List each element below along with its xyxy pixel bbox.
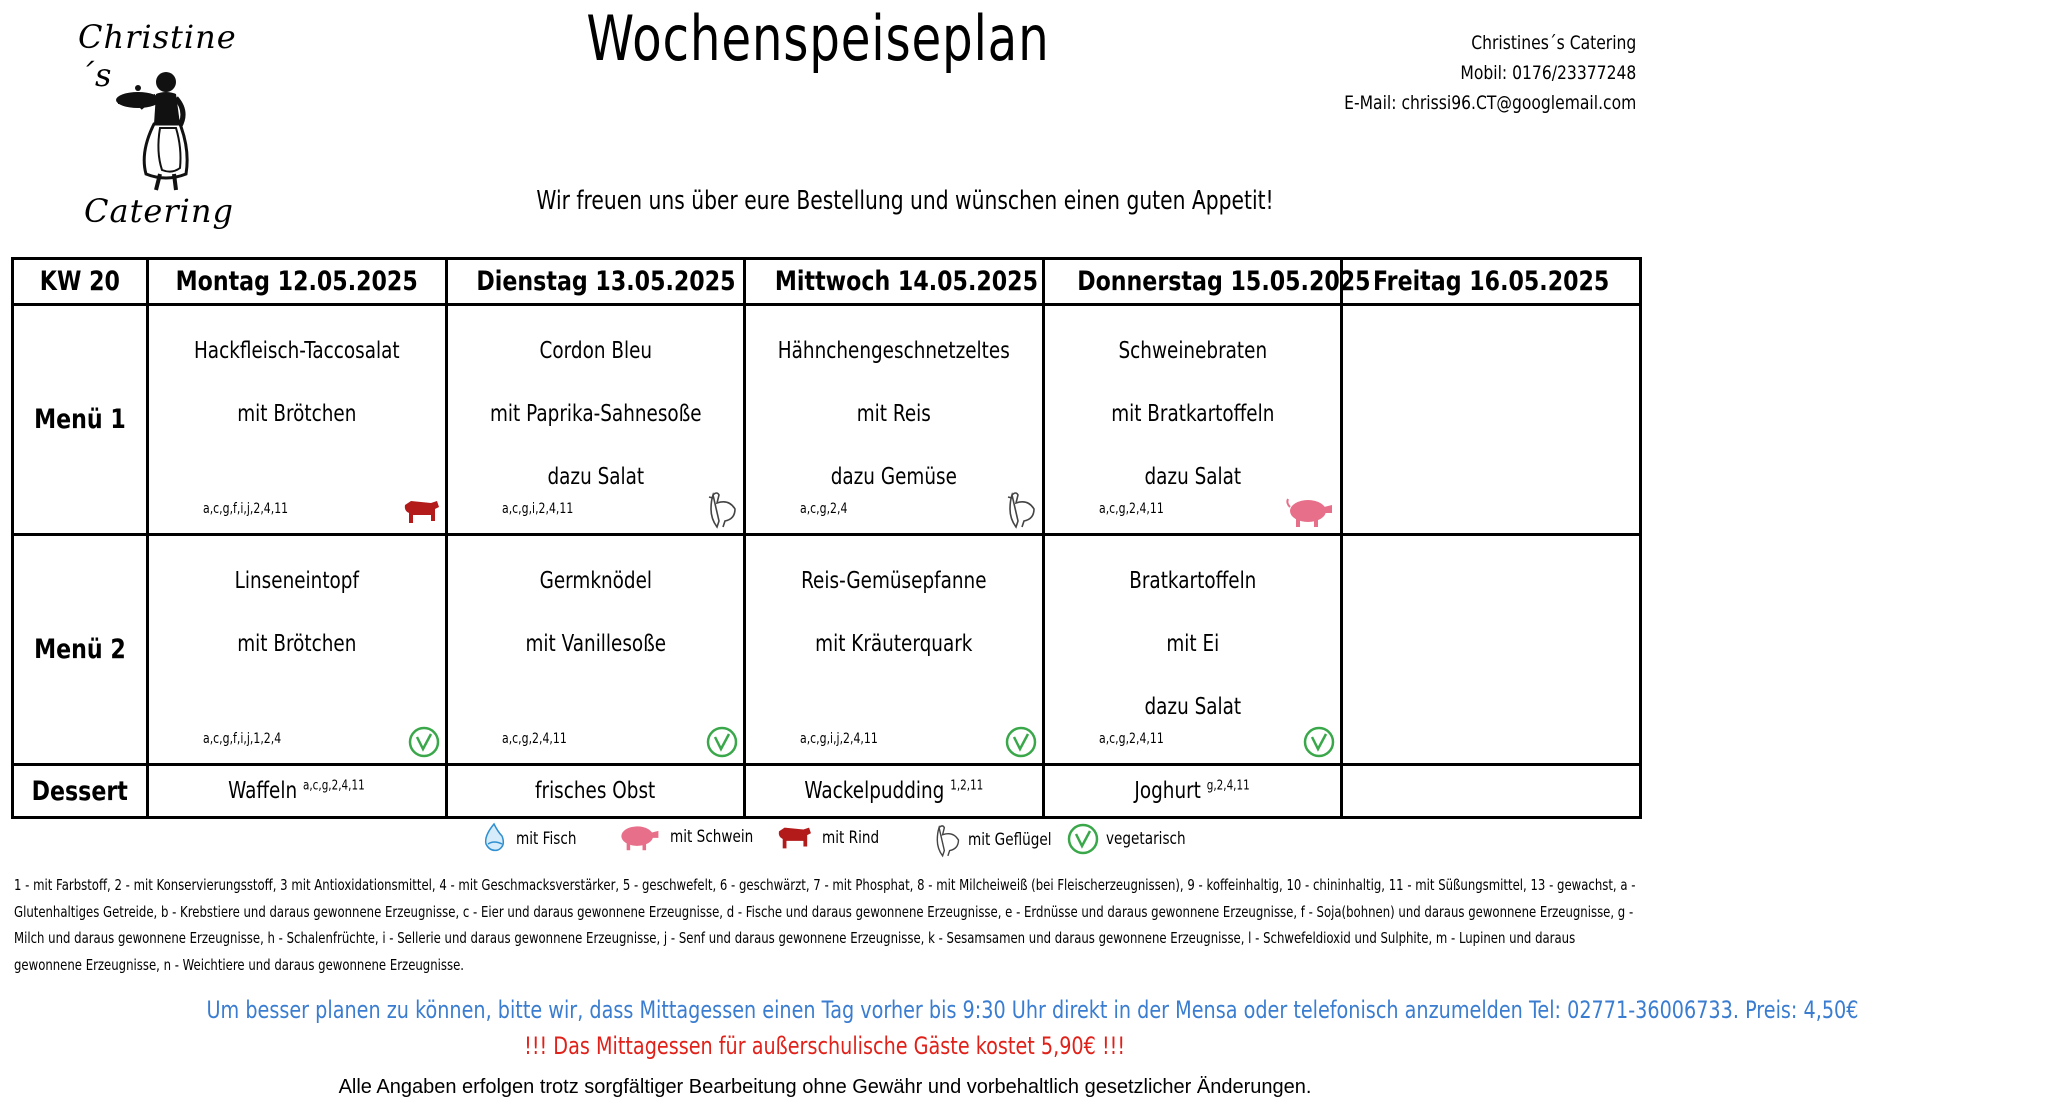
menu1-wednesday — [745, 305, 1044, 535]
allergen-codes: a,c,g,f,i,j,1,2,4 — [202, 731, 282, 747]
legend-pork: mit Schwein — [614, 822, 774, 852]
menu1-thursday — [1043, 305, 1342, 535]
beef-icon — [772, 822, 816, 854]
allergen-codes: a,c,g,2,4 — [800, 501, 848, 517]
poultry-icon — [932, 822, 962, 858]
dish-line: dazu Salat — [1144, 464, 1241, 490]
dish-line: dazu Salat — [1144, 694, 1241, 720]
allergen-codes: a,c,g,f,i,j,2,4,11 — [202, 501, 288, 517]
table-header-row — [13, 259, 1641, 305]
dessert-tuesday — [446, 765, 745, 818]
dessert-row — [13, 765, 1641, 818]
beef-icon — [401, 495, 441, 529]
vegetarian-icon — [407, 725, 441, 759]
dish-line: Reis-Gemüsepfanne — [801, 568, 987, 594]
dish-line: Bratkartoffeln — [1128, 568, 1257, 594]
dish-line: Schweinebraten — [1118, 338, 1267, 364]
legend-fish: mit Fisch — [480, 822, 592, 856]
menu2-row — [13, 535, 1641, 765]
menu2-thursday — [1043, 535, 1342, 765]
allergen-codes: a,c,g,2,4,11 — [1098, 501, 1164, 517]
greeting-text: Wir freuen uns über eure Bestellung und wünschen einen guten Appetit! — [536, 186, 1274, 216]
day-header-monday: Montag 12.05.2025 — [147, 259, 446, 305]
menu2-monday — [147, 535, 446, 765]
contact-email: E-Mail: chrissi96.CT@googlemail.com — [1343, 92, 1636, 114]
fish-icon — [480, 822, 510, 856]
logo-text-bottom: Catering — [84, 192, 234, 230]
menu2-label: Menü 2 — [13, 535, 148, 765]
disclaimer: Alle Angaben erfolgen trotz sorgfältiger Bearbeitung ohne Gewähr und vorbehaltlich gesetzlicher Änderungen. — [338, 1076, 1312, 1098]
menu-table — [11, 257, 1642, 819]
pork-icon — [1284, 495, 1336, 529]
dessert-allergens: 1,2,11 — [950, 778, 984, 794]
menu2-tuesday — [446, 535, 745, 765]
menu1-row — [13, 305, 1641, 535]
dessert-wednesday — [745, 765, 1044, 818]
contact-block — [1344, 28, 1636, 118]
dish-line: mit Bratkartoffeln — [1110, 401, 1275, 427]
menu2-friday — [1342, 535, 1641, 765]
dish-line: mit Vanillesoße — [524, 631, 666, 657]
dish-line: mit Brötchen — [237, 401, 357, 427]
vegetarian-icon — [1004, 725, 1038, 759]
contact-name: Christines´s Catering — [1470, 32, 1636, 54]
day-header-tuesday: Dienstag 13.05.2025 — [446, 259, 745, 305]
dish-line: dazu Gemüse — [830, 464, 958, 490]
menu1-tuesday — [446, 305, 745, 535]
legend-poultry: mit Geflügel — [932, 822, 1072, 858]
allergen-codes: a,c,g,i,j,2,4,11 — [800, 731, 878, 747]
dish-line: mit Paprika-Sahnesoße — [489, 401, 702, 427]
icon-legend — [0, 820, 1650, 860]
dish-line: Cordon Bleu — [539, 338, 652, 364]
dish-line: mit Ei — [1166, 631, 1219, 657]
menu2-wednesday — [745, 535, 1044, 765]
dish-line: Hackfleisch-Taccosalat — [193, 338, 400, 364]
vegetarian-icon — [1302, 725, 1336, 759]
dessert-name: Waffeln — [228, 778, 298, 804]
dish-line: Linseneintopf — [234, 568, 359, 594]
legend-beef: mit Rind — [772, 822, 893, 854]
pork-icon — [614, 822, 664, 852]
menu1-monday — [147, 305, 446, 535]
contact-phone: Mobil: 0176/23377248 — [1460, 62, 1636, 84]
vegetarian-icon — [705, 725, 739, 759]
dish-line: mit Brötchen — [237, 631, 357, 657]
dessert-allergens: g,2,4,11 — [1207, 778, 1251, 794]
dish-line: mit Kräuterquark — [815, 631, 973, 657]
allergen-footnote — [14, 872, 1644, 978]
logo-text-top: Christine´s — [78, 18, 237, 94]
allergen-legend-text: 1 - mit Farbstoff, 2 - mit Konservierungsstoff, 3 mit Antioxidationsmittel, 4 - mit Geschmacksverstärker, 5 - geschwefelt, 6 - geschwärzt, 7 - mit Phosphat, 8 - mit Milcheiweiß (bei Fleischerzeugnissen), 9 - koffeinhaltig, 10 - chininhaltig, 11 - mit Süßungsmittel, 13 - gewachst, a - Glutenhaltiges Getreide, b - Krebstiere und daraus gewonnene Erzeugnisse, c - Eier und daraus gewonnene Erzeugnisse, d - Fische und daraus gewonnene Erzeugnisse, e - Erdnüsse und daraus gewonnene Erzeugnisse, f - Soja(bohnen) und daraus gewonnene Erzeugnisse, g - Milch und daraus gewonnene Erzeugnisse, h - Schalenfrüchte, i - Sellerie und daraus gewonnene Erzeugnisse, j - Senf und daraus gewonnene Erzeugnisse, k - Sesamsamen und daraus gewonnene Erzeugnisse, l - Schwefeldioxid und Sulphite, m - Lupinen und daraus gewonnene Erzeugnisse, n - Weichtiere und daraus gewonnene Erzeugnisse. — [14, 876, 1636, 974]
dish-line: Germknödel — [539, 568, 652, 594]
menu1-friday — [1342, 305, 1641, 535]
dish-line: mit Reis — [856, 401, 931, 427]
dessert-thursday — [1043, 765, 1342, 818]
day-header-wednesday: Mittwoch 14.05.2025 — [745, 259, 1044, 305]
day-header-friday: Freitag 16.05.2025 — [1342, 259, 1641, 305]
menu1-label: Menü 1 — [13, 305, 148, 535]
guest-price-note: !!! Das Mittagessen für außerschulische Gäste kostet 5,90€ !!! — [524, 1032, 1126, 1060]
poultry-icon — [705, 489, 739, 529]
week-number: KW 20 — [13, 259, 148, 305]
dessert-label: Dessert — [13, 765, 148, 818]
legend-vegetarian: vegetarisch — [1066, 822, 1206, 856]
allergen-codes: a,c,g,2,4,11 — [501, 731, 567, 747]
dessert-monday — [147, 765, 446, 818]
vegetarian-icon — [1066, 822, 1100, 856]
dish-line: dazu Salat — [546, 464, 644, 490]
dessert-name: frisches Obst — [535, 778, 656, 804]
dessert-name: Joghurt — [1134, 778, 1202, 804]
dessert-friday — [1342, 765, 1641, 818]
order-note: Um besser planen zu können, bitte wir, dass Mittagessen einen Tag vorher bis 9:30 Uhr direkt in der Mensa oder telefonisch anzumelden Tel: 02771-36006733. Preis: 4,50€ — [206, 996, 1859, 1024]
day-header-thursday: Donnerstag 15.05.2025 — [1043, 259, 1342, 305]
poultry-icon — [1004, 489, 1038, 529]
dish-line: Hähnchengeschnetzeltes — [777, 338, 1010, 364]
allergen-codes: a,c,g,2,4,11 — [1098, 731, 1164, 747]
waitress-logo-icon — [110, 62, 200, 192]
dessert-name: Wackelpudding — [804, 778, 945, 804]
allergen-codes: a,c,g,i,2,4,11 — [501, 501, 573, 517]
dessert-allergens: a,c,g,2,4,11 — [303, 778, 365, 794]
page-title: Wochenspeiseplan — [586, 2, 1050, 75]
